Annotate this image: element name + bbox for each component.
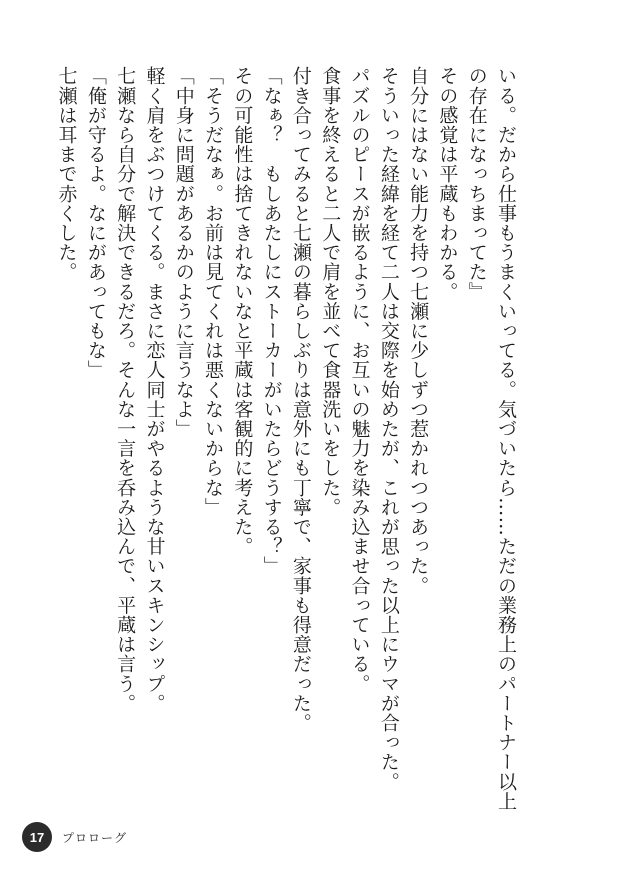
page-body-text bbox=[55, 66, 520, 811]
page-number-badge: 17 bbox=[22, 822, 52, 852]
text-line: 自分にはない能力を持つ七瀬に少しずつ惹かれつつあった。 bbox=[407, 66, 430, 596]
text-line: その感覚は平蔵もわかる。 bbox=[436, 66, 459, 302]
text-line: 「そうだなぁ。お前は見てくれは悪くないからな」 bbox=[202, 66, 225, 517]
text-line: 付き合ってみると七瀬の暮らしぶりは意外にも丁寧で、家事も得意だった。 bbox=[289, 66, 312, 733]
text-line: 「俺が守るよ。なにがあってもな」 bbox=[84, 66, 107, 380]
text-line: そういった経緯を経て二人は交際を始めたが、これが思った以上にウマが合った。 bbox=[377, 66, 400, 792]
text-line: 軽く肩をぶつけてくる。まさに恋人同士がやるような甘いスキンシップ。 bbox=[143, 66, 166, 713]
text-line: 食事を終えると二人で肩を並べて食器洗いをした。 bbox=[319, 66, 342, 517]
text-line: 「なぁ？ もしあたしにストーカーがいたらどうする？」 bbox=[260, 66, 283, 576]
text-line: の存在になっちまってた』 bbox=[465, 66, 488, 302]
text-line: 七瀬は耳まで赤くした。 bbox=[55, 66, 78, 282]
text-line: いる。だから仕事もうまくいってる。気づいたら……ただの業務上のパートナー以上 bbox=[495, 66, 517, 811]
text-line: 七瀬なら自分で解決できるだろ。そんな一言を呑み込んで、平蔵は言う。 bbox=[114, 66, 137, 713]
section-title: プロローグ bbox=[62, 830, 128, 845]
page-footer bbox=[22, 822, 127, 852]
text-line: パズルのピースが嵌るように、お互いの魅力を染み込ませ合っている。 bbox=[348, 66, 371, 694]
text-line: その可能性は捨てきれないなと平蔵は客観的に考えた。 bbox=[231, 66, 254, 556]
text-line: 「中身に問題があるかのように言うなよ」 bbox=[172, 66, 195, 439]
